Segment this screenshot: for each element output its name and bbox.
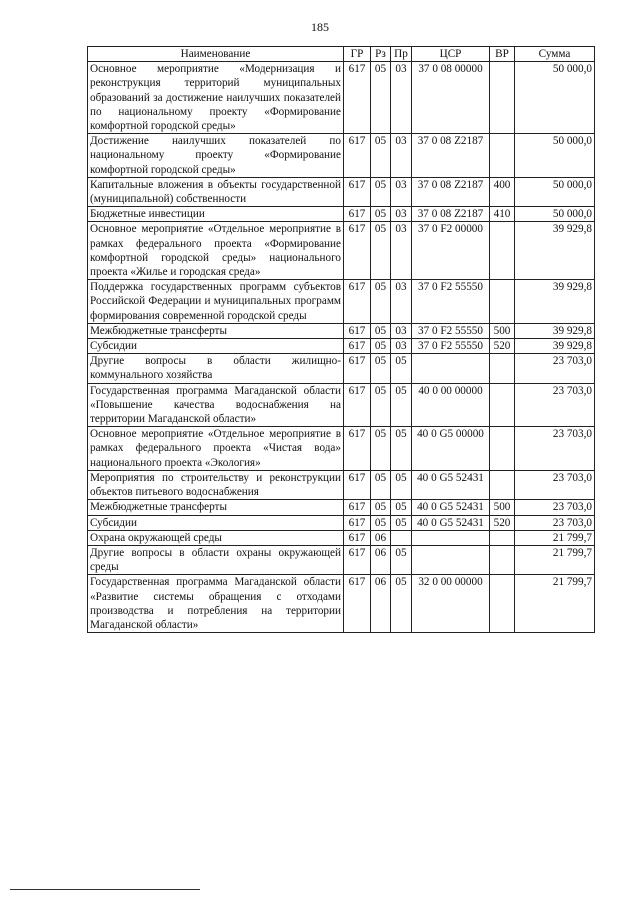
- cell-sum: 50 000,0: [515, 207, 595, 222]
- cell-name: Достижение наилучших показателей по национальному проекту «Формирование комфортной городской среды»: [88, 134, 344, 178]
- cell-gr: 617: [344, 575, 371, 633]
- table-row: [88, 427, 595, 471]
- cell-vr: [490, 354, 515, 383]
- cell-csr: 40 0 00 00000: [412, 383, 490, 427]
- cell-sum: 23 703,0: [515, 354, 595, 383]
- cell-rz: 05: [371, 62, 391, 134]
- cell-csr: 37 0 08 Z2187: [412, 134, 490, 178]
- cell-pr: 03: [391, 134, 412, 178]
- cell-name: Основное мероприятие «Отдельное мероприятие в рамках федерального проекта «Формирование комфортной городской среды» национального проекта «Жилье и городская среда»: [88, 222, 344, 280]
- table-row: [88, 470, 595, 499]
- cell-name: Основное мероприятие «Модернизация и реконструкция территорий муниципальных образований за достижение наилучших показателей по национальному проекту «Формирование комфортной городской среды»: [88, 62, 344, 134]
- header-vr: ВР: [490, 47, 515, 62]
- cell-name: Поддержка государственных программ субъектов Российской Федерации и муниципальных программ формирования современной городской среды: [88, 280, 344, 324]
- cell-pr: 03: [391, 222, 412, 280]
- cell-csr: [412, 354, 490, 383]
- table-row: [88, 323, 595, 338]
- cell-gr: 617: [344, 222, 371, 280]
- cell-vr: [490, 134, 515, 178]
- cell-vr: [490, 383, 515, 427]
- cell-csr: 37 0 F2 55550: [412, 323, 490, 338]
- cell-vr: 500: [490, 323, 515, 338]
- table-row: [88, 515, 595, 530]
- cell-rz: 05: [371, 515, 391, 530]
- cell-sum: 23 703,0: [515, 515, 595, 530]
- header-sum: Сумма: [515, 47, 595, 62]
- cell-vr: [490, 530, 515, 545]
- cell-vr: 520: [490, 515, 515, 530]
- cell-sum: 21 799,7: [515, 545, 595, 574]
- cell-sum: 50 000,0: [515, 177, 595, 206]
- cell-name: Межбюджетные трансферты: [88, 500, 344, 515]
- cell-csr: 32 0 00 00000: [412, 575, 490, 633]
- table-row: [88, 545, 595, 574]
- cell-pr: 03: [391, 280, 412, 324]
- cell-name: Государственная программа Магаданской области «Развитие системы обращения с отходами производства и потребления на территории Магаданской области»: [88, 575, 344, 633]
- table-row: [88, 62, 595, 134]
- header-pr: Пр: [391, 47, 412, 62]
- cell-name: Субсидии: [88, 339, 344, 354]
- cell-rz: 05: [371, 222, 391, 280]
- cell-vr: [490, 575, 515, 633]
- cell-name: Другие вопросы в области охраны окружающей среды: [88, 545, 344, 574]
- cell-rz: 05: [371, 177, 391, 206]
- header-gr: ГР: [344, 47, 371, 62]
- cell-rz: 05: [371, 427, 391, 471]
- cell-vr: [490, 545, 515, 574]
- cell-sum: 39 929,8: [515, 222, 595, 280]
- cell-pr: 03: [391, 62, 412, 134]
- cell-gr: 617: [344, 280, 371, 324]
- cell-gr: 617: [344, 545, 371, 574]
- cell-name: Межбюджетные трансферты: [88, 323, 344, 338]
- table-row: [88, 222, 595, 280]
- cell-csr: [412, 545, 490, 574]
- cell-vr: 520: [490, 339, 515, 354]
- cell-rz: 05: [371, 470, 391, 499]
- cell-csr: 37 0 08 00000: [412, 62, 490, 134]
- cell-pr: 03: [391, 323, 412, 338]
- cell-pr: 03: [391, 339, 412, 354]
- cell-vr: [490, 222, 515, 280]
- cell-vr: 500: [490, 500, 515, 515]
- cell-sum: 50 000,0: [515, 62, 595, 134]
- table-row: [88, 530, 595, 545]
- header-csr: ЦСР: [412, 47, 490, 62]
- cell-gr: 617: [344, 323, 371, 338]
- cell-gr: 617: [344, 62, 371, 134]
- cell-pr: 05: [391, 545, 412, 574]
- cell-gr: 617: [344, 500, 371, 515]
- cell-rz: 06: [371, 530, 391, 545]
- header-name: Наименование: [88, 47, 344, 62]
- table-row: [88, 339, 595, 354]
- page-number: 185: [311, 20, 329, 34]
- cell-csr: 37 0 F2 55550: [412, 339, 490, 354]
- cell-rz: 05: [371, 323, 391, 338]
- cell-sum: 39 929,8: [515, 339, 595, 354]
- cell-rz: 05: [371, 207, 391, 222]
- cell-pr: 05: [391, 515, 412, 530]
- cell-rz: 05: [371, 354, 391, 383]
- cell-vr: 400: [490, 177, 515, 206]
- cell-name: Государственная программа Магаданской области «Повышение качества водоснабжения на территории Магаданской области»: [88, 383, 344, 427]
- cell-sum: 21 799,7: [515, 530, 595, 545]
- table-row: [88, 354, 595, 383]
- cell-rz: 06: [371, 575, 391, 633]
- cell-gr: 617: [344, 177, 371, 206]
- cell-vr: [490, 62, 515, 134]
- cell-csr: 37 0 F2 55550: [412, 280, 490, 324]
- cell-pr: [391, 530, 412, 545]
- table-body: [88, 62, 595, 633]
- cell-pr: 05: [391, 575, 412, 633]
- cell-gr: 617: [344, 134, 371, 178]
- cell-csr: 37 0 F2 00000: [412, 222, 490, 280]
- cell-sum: 39 929,8: [515, 280, 595, 324]
- cell-gr: 617: [344, 470, 371, 499]
- cell-pr: 03: [391, 177, 412, 206]
- cell-vr: [490, 280, 515, 324]
- cell-sum: 50 000,0: [515, 134, 595, 178]
- cell-pr: 05: [391, 500, 412, 515]
- cell-gr: 617: [344, 383, 371, 427]
- cell-csr: [412, 530, 490, 545]
- cell-rz: 05: [371, 134, 391, 178]
- table-header-row: [88, 47, 595, 62]
- cell-gr: 617: [344, 207, 371, 222]
- cell-gr: 617: [344, 530, 371, 545]
- table-row: [88, 207, 595, 222]
- cell-csr: 40 0 G5 52431: [412, 500, 490, 515]
- cell-name: Бюджетные инвестиции: [88, 207, 344, 222]
- cell-csr: 40 0 G5 00000: [412, 427, 490, 471]
- cell-name: Субсидии: [88, 515, 344, 530]
- cell-sum: 39 929,8: [515, 323, 595, 338]
- table-row: [88, 575, 595, 633]
- cell-gr: 617: [344, 354, 371, 383]
- cell-pr: 03: [391, 207, 412, 222]
- cell-gr: 617: [344, 339, 371, 354]
- footer-divider: [10, 889, 200, 890]
- cell-rz: 05: [371, 383, 391, 427]
- cell-csr: 40 0 G5 52431: [412, 515, 490, 530]
- cell-name: Мероприятия по строительству и реконструкции объектов питьевого водоснабжения: [88, 470, 344, 499]
- cell-pr: 05: [391, 427, 412, 471]
- table-row: [88, 500, 595, 515]
- cell-gr: 617: [344, 515, 371, 530]
- table-row: [88, 177, 595, 206]
- budget-table: [87, 46, 595, 633]
- header-rz: Рз: [371, 47, 391, 62]
- cell-pr: 05: [391, 354, 412, 383]
- cell-rz: 06: [371, 545, 391, 574]
- cell-sum: 23 703,0: [515, 427, 595, 471]
- cell-sum: 23 703,0: [515, 383, 595, 427]
- cell-csr: 37 0 08 Z2187: [412, 207, 490, 222]
- cell-name: Охрана окружающей среды: [88, 530, 344, 545]
- cell-sum: 21 799,7: [515, 575, 595, 633]
- cell-name: Основное мероприятие «Отдельное мероприятие в рамках федерального проекта «Чистая вода» национального проекта «Экология»: [88, 427, 344, 471]
- cell-rz: 05: [371, 500, 391, 515]
- cell-vr: 410: [490, 207, 515, 222]
- cell-gr: 617: [344, 427, 371, 471]
- cell-csr: 37 0 08 Z2187: [412, 177, 490, 206]
- cell-rz: 05: [371, 280, 391, 324]
- cell-rz: 05: [371, 339, 391, 354]
- cell-name: Другие вопросы в области жилищно-коммунального хозяйства: [88, 354, 344, 383]
- table-row: [88, 280, 595, 324]
- cell-pr: 05: [391, 470, 412, 499]
- cell-vr: [490, 427, 515, 471]
- table-row: [88, 134, 595, 178]
- cell-pr: 05: [391, 383, 412, 427]
- cell-sum: 23 703,0: [515, 470, 595, 499]
- cell-name: Капитальные вложения в объекты государственной (муниципальной) собственности: [88, 177, 344, 206]
- table-row: [88, 383, 595, 427]
- cell-vr: [490, 470, 515, 499]
- cell-sum: 23 703,0: [515, 500, 595, 515]
- cell-csr: 40 0 G5 52431: [412, 470, 490, 499]
